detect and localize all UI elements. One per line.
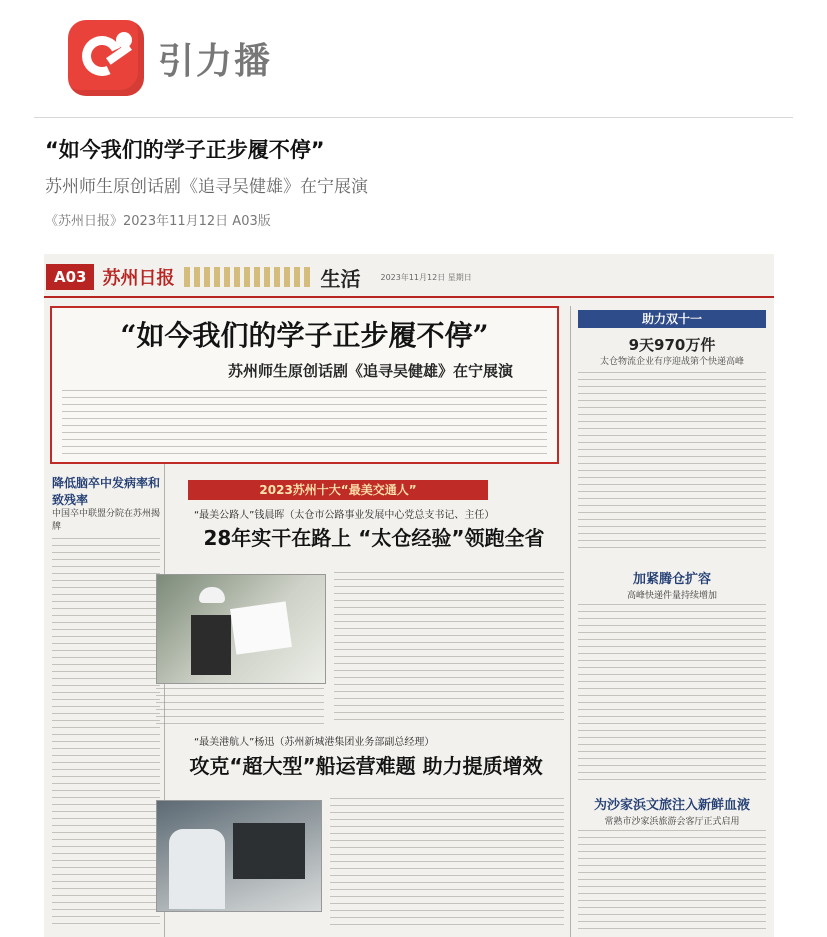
side-story3-subtitle: 常熟市沙家浜旅游会客厅正式启用	[604, 817, 740, 827]
lead-story-box	[50, 306, 559, 464]
side-story3-title: 为沙家浜文旅注入新鲜血液	[593, 798, 750, 813]
column-divider	[570, 306, 571, 937]
masthead-decoration	[184, 267, 310, 287]
newspaper-name: 苏州日报	[102, 268, 175, 289]
feature-banner: 2023苏州十大“最美交通人”	[188, 480, 488, 500]
yinli-logo-icon	[68, 20, 144, 96]
left-column-title: 降低脑卒中发病率和致残率	[52, 476, 161, 507]
side-body-text	[578, 372, 766, 552]
left-body-text	[52, 538, 160, 928]
lead-body-text	[62, 390, 547, 454]
story2-body-text	[330, 798, 564, 930]
article-title: “如今我们的学子正步履不停”	[45, 138, 325, 162]
masthead-meta: 2023年11月12日 星期日	[380, 272, 472, 282]
story1-photo	[156, 574, 326, 684]
side-story3-text	[578, 830, 766, 930]
side-box-head: 助力双十一	[578, 310, 766, 328]
section-name: 生活	[320, 266, 361, 291]
newspaper-masthead	[44, 260, 774, 294]
lead-headline: “如今我们的学子正步履不停”	[120, 319, 489, 352]
header-divider	[34, 117, 793, 118]
side-box-subtitle: 太仓物流企业有序迎战第个快递高峰	[599, 357, 744, 367]
side-story2-title: 加紧腾仓扩容	[632, 572, 711, 587]
story2-kicker: “最美港航人”杨迅（苏州新城港集团业务部副总经理）	[194, 737, 435, 748]
story1-headline: 28年实干在路上 “太仓经验”领跑全省	[203, 526, 545, 550]
story2-photo	[156, 800, 322, 912]
article-subtitle: 苏州师生原创话剧《追寻吴健雄》在宁展演	[45, 177, 368, 197]
lead-subhead: 苏州师生原创话剧《追寻吴健雄》在宁展演	[227, 362, 513, 380]
left-column-subtitle: 中国卒中联盟分院在苏州揭牌	[52, 509, 161, 532]
side-story2-subtitle: 高峰快递件量持续增加	[626, 591, 717, 601]
app-logo[interactable]	[68, 18, 272, 98]
masthead-rule	[44, 296, 774, 298]
story1-caption-text	[156, 688, 324, 724]
newspaper-page-image[interactable]	[44, 254, 774, 937]
story1-kicker: “最美公路人”钱晨晖（太仓市公路事业发展中心党总支书记、主任）	[194, 510, 495, 521]
article-source-meta: 《苏州日报》2023年11月12日 A03版	[45, 214, 271, 229]
story1-body-text	[334, 572, 564, 722]
logo-text: 引力播	[158, 40, 273, 82]
side-box-title: 9天970万件	[628, 336, 716, 354]
side-story2-text	[578, 604, 766, 784]
story2-headline: 攻克“超大型”船运营难题 助力提质增效	[189, 754, 543, 778]
page-tag: A03	[46, 264, 94, 290]
